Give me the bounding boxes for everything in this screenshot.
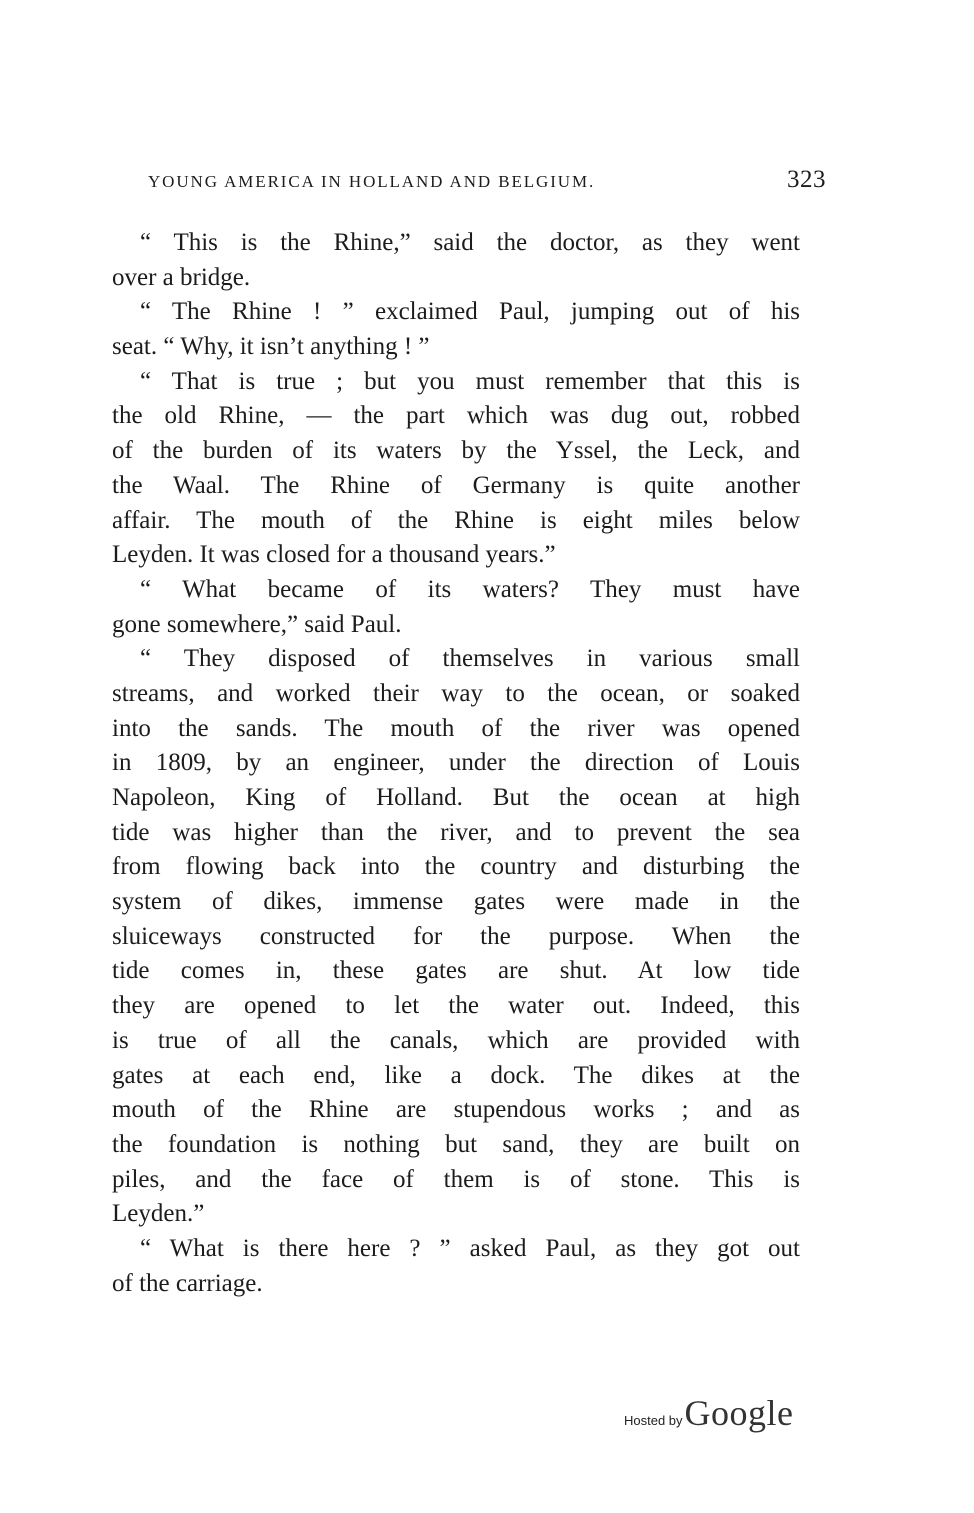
- text-line: Napoleon, King of Holland. But the ocean at high: [112, 784, 800, 811]
- text-line: “ What is there here ? ” asked Paul, as they got out: [140, 1234, 800, 1262]
- text-line: in 1809, by an engineer, under the direction of Louis: [112, 749, 800, 777]
- text-line: “ That is true ; but you must remember that this is: [140, 367, 800, 395]
- paragraph: [112, 365, 800, 573]
- text-line: the old Rhine, — the part which was dug out, robbed: [112, 402, 800, 430]
- running-head: [148, 166, 826, 200]
- text-line: piles, and the face of them is of stone. This is: [112, 1165, 800, 1193]
- text-line: tide comes in, these gates are shut. At low tide: [112, 957, 800, 985]
- body-text: [112, 226, 800, 1301]
- paragraph: [112, 226, 800, 295]
- text-line: Leyden. It was closed for a thousand years.”: [112, 541, 556, 569]
- text-line: system of dikes, immense gates were made in the: [112, 888, 800, 916]
- text-line: gates at each end, like a dock. The dikes at the: [112, 1061, 800, 1089]
- google-watermark: [624, 1392, 834, 1442]
- paragraph: [112, 642, 800, 1232]
- text-line: of the carriage.: [112, 1269, 263, 1297]
- text-line: they are opened to let the water out. Indeed, this: [112, 992, 800, 1020]
- text-line: streams, and worked their way to the ocean, or soaked: [112, 679, 800, 707]
- text-line: tide was higher than the river, and to prevent the sea: [112, 818, 800, 846]
- text-line: over a bridge.: [112, 263, 251, 291]
- text-line: gone somewhere,” said Paul.: [112, 610, 402, 638]
- text-line: from flowing back into the country and disturbing the: [112, 853, 800, 881]
- text-line: affair. The mouth of the Rhine is eight miles below: [112, 506, 800, 534]
- paragraph: [112, 573, 800, 642]
- text-line: Leyden.”: [112, 1200, 205, 1228]
- text-line: seat. “ Why, it isn’t anything ! ”: [112, 333, 430, 361]
- text-line: “ They disposed of themselves in various small: [140, 645, 800, 673]
- text-line: the Waal. The Rhine of Germany is quite another: [112, 471, 800, 499]
- text-line: of the burden of its waters by the Yssel, the Leck, and: [112, 437, 800, 465]
- text-line: “ This is the Rhine,” said the doctor, as they went: [140, 229, 800, 256]
- text-line: “ The Rhine ! ” exclaimed Paul, jumping out of his: [140, 298, 800, 326]
- text-line: is true of all the canals, which are provided with: [112, 1026, 800, 1054]
- watermark-hosted-by: Hosted by: [624, 1413, 683, 1428]
- paragraph: [112, 295, 800, 364]
- watermark-google-logo: Google: [684, 1393, 794, 1433]
- text-line: sluiceways constructed for the purpose. When the: [112, 922, 800, 950]
- page-number: 323: [787, 166, 826, 193]
- text-line: mouth of the Rhine are stupendous works ; and as: [112, 1096, 800, 1124]
- text-line: the foundation is nothing but sand, they are built on: [112, 1130, 800, 1158]
- text-line: “ What became of its waters? They must have: [140, 575, 800, 603]
- paragraph: [112, 1232, 800, 1301]
- text-line: into the sands. The mouth of the river was opened: [112, 714, 800, 742]
- running-title: YOUNG AMERICA IN HOLLAND AND BELGIUM.: [148, 172, 596, 191]
